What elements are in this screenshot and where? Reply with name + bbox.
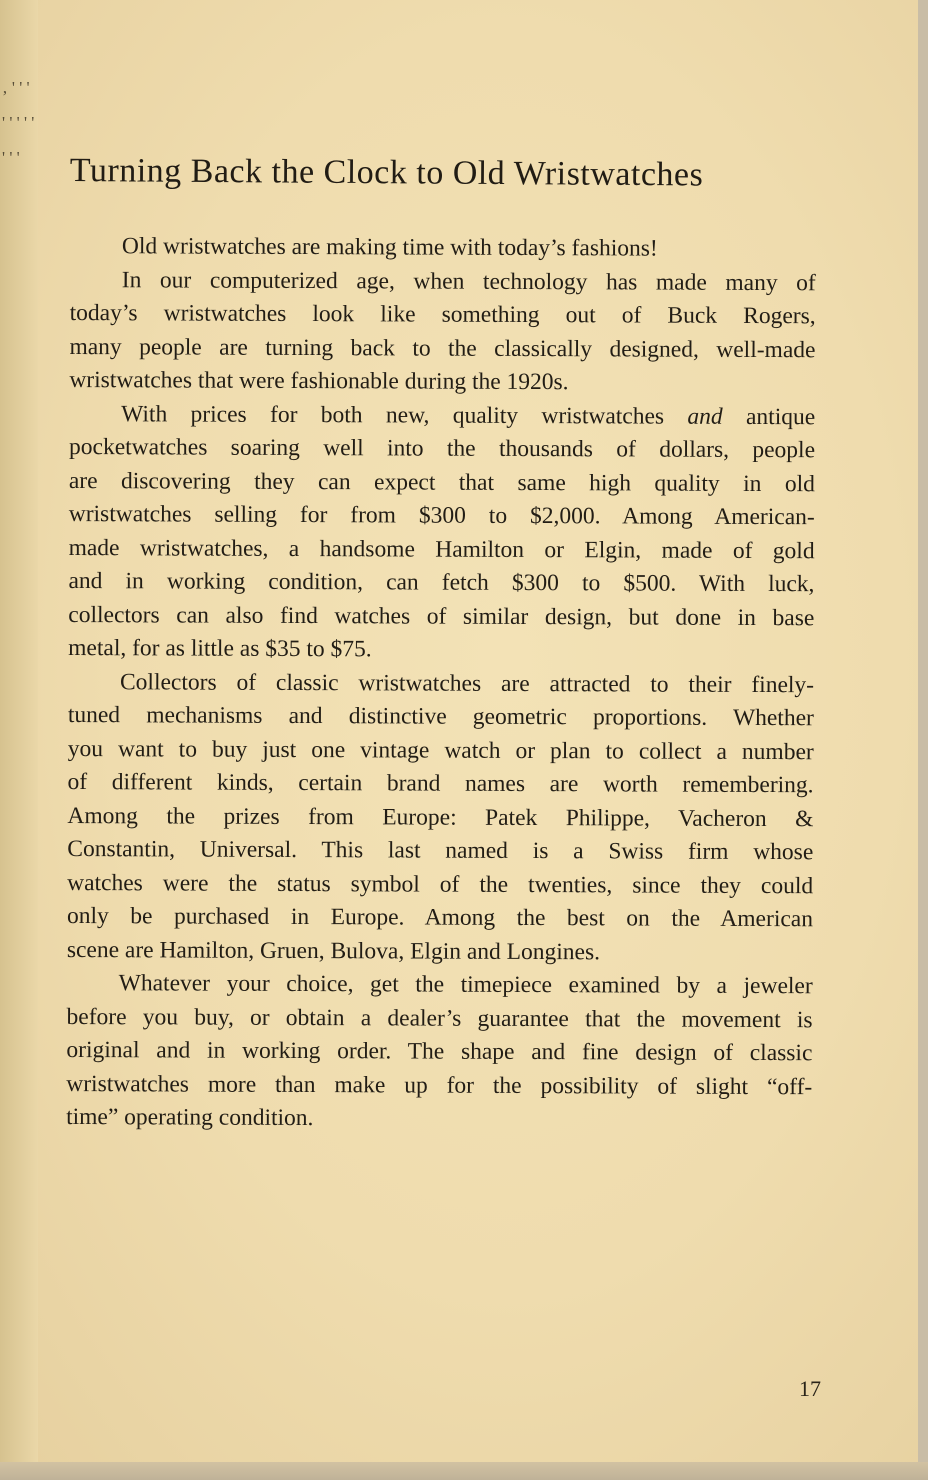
text-line: In our computerized age, when technology has made many of bbox=[121, 266, 816, 296]
text-line: Among the prizes from Europe: Patek Philippe, Vacheron & bbox=[67, 802, 814, 832]
text-line: time” operating condition. bbox=[66, 1103, 314, 1132]
previous-page-gutter bbox=[0, 0, 38, 1468]
bleed-through-marks: ‚ ' ' ' ' ' ' ' ' ' ' ' bbox=[2, 78, 35, 167]
text-line: you want to buy just one vintage watch or plan to collect a number bbox=[67, 735, 814, 765]
text-line: scene are Hamilton, Gruen, Bulova, Elgin and Longines. bbox=[66, 936, 601, 965]
text-line: before you buy, or obtain a dealer’s guarantee that the movement is bbox=[66, 1003, 813, 1033]
text-line: original and in working order. The shape and fine design of classic bbox=[66, 1036, 813, 1067]
text-line: With prices for both new, quality wristwatches and antique bbox=[121, 400, 816, 430]
page-edge-bottom bbox=[0, 1462, 928, 1480]
page-title: Turning Back the Clock to Old Wristwatches bbox=[69, 152, 704, 194]
text-line: many people are turning back to the classically designed, well-made bbox=[69, 333, 816, 363]
text-line: watches were the status symbol of the twenties, since they could bbox=[67, 869, 814, 899]
text-line: Old wristwatches are making time with today’s fashions! bbox=[121, 233, 658, 262]
page-number: 17 bbox=[799, 1376, 821, 1401]
text-line: and in working condition, can fetch $300 to $500. With luck, bbox=[68, 567, 815, 598]
text-line: pocketwatches soaring well into the thousands of dollars, people bbox=[68, 433, 816, 464]
text-line: wristwatches more than make up for the possibility of slight “off- bbox=[66, 1070, 813, 1100]
paragraph bbox=[69, 263, 816, 400]
page-edge bbox=[918, 0, 928, 1480]
text-line: are discovering they can expect that same high quality in old bbox=[68, 467, 815, 497]
paragraph bbox=[68, 397, 815, 668]
text-line: Whatever your choice, get the timepiece examined by a jeweler bbox=[118, 970, 813, 1000]
paragraph bbox=[70, 230, 816, 267]
text-line: made wristwatches, a handsome Hamilton or Elgin, made of gold bbox=[68, 534, 815, 564]
paragraph bbox=[67, 665, 814, 970]
article-body bbox=[66, 230, 816, 1138]
text-line: Constantin, Universal. This last named is a Swiss firm whose bbox=[67, 835, 814, 866]
text-line: only be purchased in Europe. Among the best on the American bbox=[66, 902, 814, 933]
text-line: wristwatches selling for from $300 to $2,000. Among American- bbox=[68, 500, 815, 531]
text-line: collectors can also find watches of similar design, but done in base bbox=[68, 601, 815, 631]
text-line: Collectors of classic wristwatches are attracted to their finely- bbox=[119, 668, 815, 698]
text-line: tuned mechanisms and distinctive geometric proportions. Whether bbox=[67, 701, 814, 732]
text-line: today’s wristwatches look like something out of Buck Rogers, bbox=[69, 299, 816, 330]
text-line: wristwatches that were fashionable during the 1920s. bbox=[69, 366, 569, 396]
text-line: of different kinds, certain brand names are worth remembering. bbox=[67, 768, 814, 799]
text-line: metal, for as little as $35 to $75. bbox=[68, 634, 372, 663]
paragraph bbox=[66, 967, 813, 1138]
